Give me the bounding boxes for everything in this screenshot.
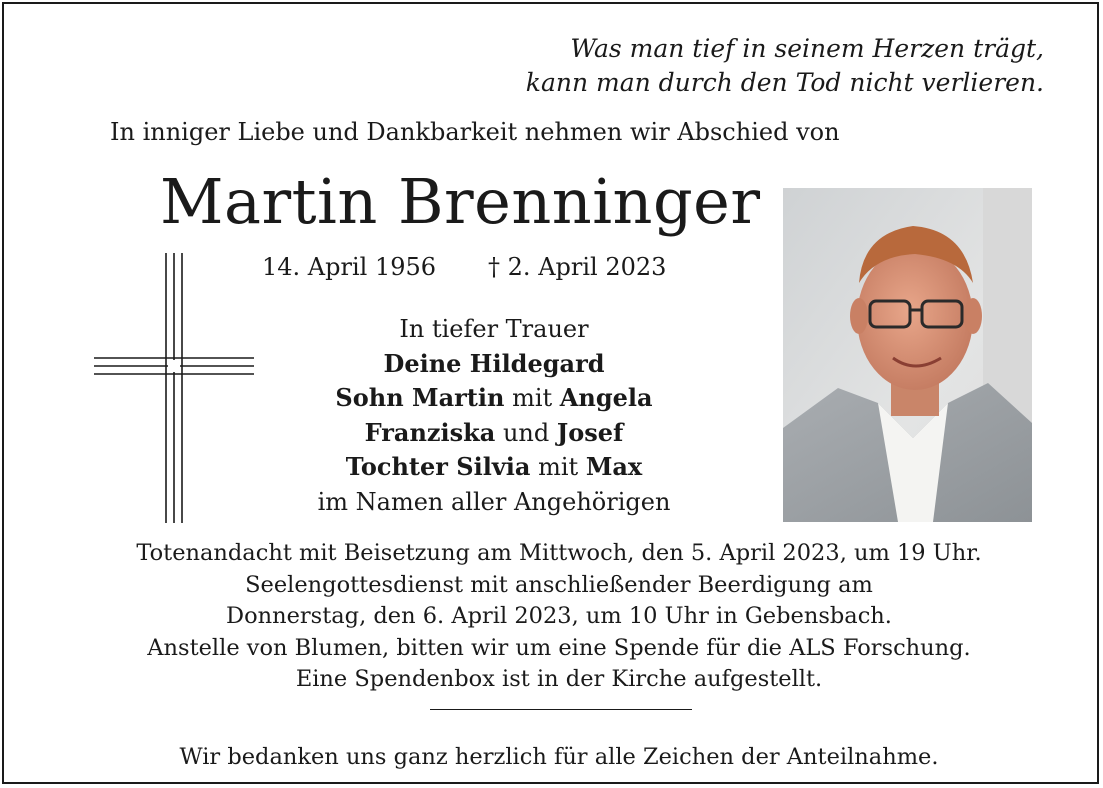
funeral-line-1: Totenandacht mit Beisetzung am Mittwoch, den 5. April 2023, um 19 Uhr. <box>136 540 982 566</box>
motto-quote <box>524 32 1044 100</box>
mourners-closing: im Namen aller Angehörigen <box>317 487 671 516</box>
obituary-notice <box>2 2 1099 784</box>
intro-text: In inniger Liebe und Dankbarkeit nehmen wir Abschied von <box>110 118 840 146</box>
funeral-line-4: Anstelle von Blumen, bitten wir um eine Spende für die ALS Forschung. <box>147 634 971 661</box>
mourner-son: Sohn Martin mit Angela <box>335 383 653 412</box>
mourners-block <box>264 312 724 519</box>
funeral-line-5: Eine Spendenbox ist in der Kirche aufgestellt. <box>295 666 823 692</box>
mourner-wife: Deine Hildegard <box>383 348 605 378</box>
deceased-name: Martin Brenninger <box>160 165 761 238</box>
funeral-line-2: Seelengottesdienst mit anschließender Beerdigung am <box>245 571 873 598</box>
death-date: † 2. April 2023 <box>488 253 667 281</box>
funeral-details <box>44 538 1074 696</box>
motto-line-1: Was man tief in seinem Herzen trägt, <box>570 34 1044 63</box>
divider-line <box>430 709 692 710</box>
life-dates <box>262 250 666 284</box>
motto-line-2: kann man durch den Tod nicht verlieren. <box>525 68 1044 97</box>
mourner-daughter: Tochter Silvia mit Max <box>345 452 643 481</box>
mourner-grandchildren: Franziska und Josef <box>364 417 624 447</box>
portrait-photo <box>783 188 1032 522</box>
cross-icon <box>92 250 256 526</box>
birth-date: 14. April 1956 <box>262 253 437 281</box>
mourning-heading: In tiefer Trauer <box>399 315 589 343</box>
funeral-line-3: Donnerstag, den 6. April 2023, um 10 Uhr in Gebensbach. <box>226 603 892 629</box>
thanks-text: Wir bedanken uns ganz herzlich für alle Zeichen der Anteilnahme. <box>179 744 939 770</box>
